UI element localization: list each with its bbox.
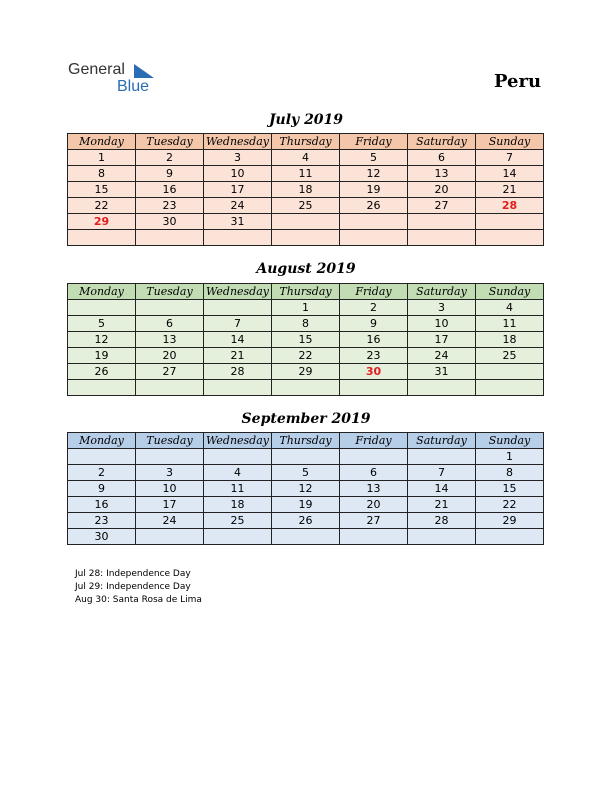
day-cell: 23 xyxy=(68,513,136,529)
week-row xyxy=(68,300,544,316)
day-cell: 13 xyxy=(408,166,476,182)
week-row xyxy=(68,465,544,481)
brand-logo xyxy=(68,61,168,97)
weekday-header: Sunday xyxy=(476,284,544,300)
day-cell: 9 xyxy=(136,166,204,182)
day-cell: 14 xyxy=(476,166,544,182)
day-cell: 10 xyxy=(136,481,204,497)
day-cell: 22 xyxy=(476,497,544,513)
day-cell: 6 xyxy=(340,465,408,481)
day-cell: 7 xyxy=(408,465,476,481)
day-cell: 22 xyxy=(68,198,136,214)
day-cell: 12 xyxy=(340,166,408,182)
weekday-header-row xyxy=(68,134,544,150)
day-cell xyxy=(476,230,544,246)
day-cell: 5 xyxy=(340,150,408,166)
day-cell: 9 xyxy=(68,481,136,497)
day-cell: 20 xyxy=(340,497,408,513)
day-cell: 5 xyxy=(272,465,340,481)
day-cell xyxy=(68,380,136,396)
day-cell: 31 xyxy=(408,364,476,380)
day-cell: 6 xyxy=(136,316,204,332)
day-cell xyxy=(408,529,476,545)
day-cell: 9 xyxy=(340,316,408,332)
weekday-header: Wednesday xyxy=(204,284,272,300)
day-cell xyxy=(68,230,136,246)
month-title-august: August 2019 xyxy=(256,261,356,277)
day-cell: 6 xyxy=(408,150,476,166)
day-cell: 16 xyxy=(68,497,136,513)
day-cell xyxy=(408,380,476,396)
holiday-notes xyxy=(75,568,202,607)
day-cell xyxy=(136,230,204,246)
day-cell: 10 xyxy=(204,166,272,182)
week-row xyxy=(68,348,544,364)
brand-general-text: General xyxy=(68,61,125,78)
weekday-header: Thursday xyxy=(272,284,340,300)
day-cell xyxy=(408,214,476,230)
day-cell xyxy=(476,214,544,230)
day-cell: 17 xyxy=(204,182,272,198)
weekday-header: Saturday xyxy=(408,134,476,150)
calendar-july xyxy=(67,133,544,246)
weekday-header: Tuesday xyxy=(136,284,204,300)
weekday-header: Tuesday xyxy=(136,433,204,449)
brand-blue-text: Blue xyxy=(117,78,150,95)
day-cell: 18 xyxy=(204,497,272,513)
day-cell: 13 xyxy=(340,481,408,497)
day-cell: 24 xyxy=(136,513,204,529)
day-cell: 10 xyxy=(408,316,476,332)
holiday-day-cell: 30 xyxy=(340,364,408,380)
brand-triangle-icon xyxy=(134,64,154,78)
day-cell: 8 xyxy=(272,316,340,332)
week-row xyxy=(68,380,544,396)
day-cell xyxy=(476,529,544,545)
day-cell: 7 xyxy=(476,150,544,166)
day-cell xyxy=(272,214,340,230)
week-row xyxy=(68,364,544,380)
day-cell xyxy=(204,529,272,545)
day-cell xyxy=(136,529,204,545)
week-row xyxy=(68,182,544,198)
day-cell: 13 xyxy=(136,332,204,348)
day-cell: 28 xyxy=(408,513,476,529)
month-title-september: September 2019 xyxy=(241,411,371,427)
day-cell: 26 xyxy=(272,513,340,529)
day-cell xyxy=(136,300,204,316)
day-cell: 19 xyxy=(272,497,340,513)
day-cell: 1 xyxy=(68,150,136,166)
week-row xyxy=(68,449,544,465)
weekday-header: Friday xyxy=(340,433,408,449)
weekday-header: Saturday xyxy=(408,433,476,449)
day-cell: 14 xyxy=(408,481,476,497)
day-cell xyxy=(204,230,272,246)
day-cell: 27 xyxy=(340,513,408,529)
day-cell: 3 xyxy=(204,150,272,166)
day-cell xyxy=(476,364,544,380)
holiday-note: Jul 28: Independence Day xyxy=(75,569,191,579)
weekday-header-row xyxy=(68,284,544,300)
day-cell xyxy=(136,449,204,465)
day-cell: 16 xyxy=(136,182,204,198)
day-cell: 31 xyxy=(204,214,272,230)
day-cell: 1 xyxy=(476,449,544,465)
day-cell: 18 xyxy=(272,182,340,198)
day-cell: 7 xyxy=(204,316,272,332)
day-cell: 14 xyxy=(204,332,272,348)
day-cell xyxy=(136,380,204,396)
day-cell: 21 xyxy=(408,497,476,513)
day-cell: 22 xyxy=(272,348,340,364)
day-cell: 12 xyxy=(68,332,136,348)
day-cell xyxy=(340,449,408,465)
country-title: Peru xyxy=(494,71,542,92)
weekday-header: Sunday xyxy=(476,134,544,150)
day-cell: 18 xyxy=(476,332,544,348)
day-cell: 30 xyxy=(136,214,204,230)
day-cell xyxy=(272,380,340,396)
day-cell: 2 xyxy=(340,300,408,316)
day-cell: 25 xyxy=(204,513,272,529)
weekday-header: Saturday xyxy=(408,284,476,300)
day-cell: 21 xyxy=(204,348,272,364)
day-cell: 20 xyxy=(136,348,204,364)
day-cell xyxy=(272,230,340,246)
weekday-header: Thursday xyxy=(272,134,340,150)
calendar-august xyxy=(67,283,544,396)
day-cell: 26 xyxy=(68,364,136,380)
week-row xyxy=(68,529,544,545)
weekday-header: Wednesday xyxy=(204,134,272,150)
day-cell: 23 xyxy=(340,348,408,364)
weekday-header: Thursday xyxy=(272,433,340,449)
day-cell xyxy=(204,300,272,316)
day-cell xyxy=(272,449,340,465)
day-cell: 21 xyxy=(476,182,544,198)
weekday-header: Friday xyxy=(340,284,408,300)
day-cell: 19 xyxy=(340,182,408,198)
day-cell: 17 xyxy=(408,332,476,348)
day-cell: 30 xyxy=(68,529,136,545)
day-cell: 8 xyxy=(476,465,544,481)
weekday-header: Monday xyxy=(68,284,136,300)
day-cell: 16 xyxy=(340,332,408,348)
day-cell xyxy=(204,380,272,396)
month-title-july: July 2019 xyxy=(268,112,344,128)
day-cell xyxy=(204,449,272,465)
holiday-day-cell: 28 xyxy=(476,198,544,214)
week-row xyxy=(68,230,544,246)
weekday-header: Tuesday xyxy=(136,134,204,150)
day-cell xyxy=(68,449,136,465)
day-cell: 29 xyxy=(476,513,544,529)
day-cell: 25 xyxy=(272,198,340,214)
day-cell xyxy=(272,529,340,545)
week-row xyxy=(68,150,544,166)
day-cell: 3 xyxy=(136,465,204,481)
day-cell: 2 xyxy=(136,150,204,166)
day-cell: 26 xyxy=(340,198,408,214)
day-cell xyxy=(476,380,544,396)
day-cell xyxy=(340,214,408,230)
weekday-header: Sunday xyxy=(476,433,544,449)
day-cell: 1 xyxy=(272,300,340,316)
day-cell: 24 xyxy=(204,198,272,214)
weekday-header: Monday xyxy=(68,134,136,150)
day-cell: 27 xyxy=(408,198,476,214)
day-cell: 11 xyxy=(476,316,544,332)
day-cell: 4 xyxy=(272,150,340,166)
day-cell: 12 xyxy=(272,481,340,497)
day-cell: 27 xyxy=(136,364,204,380)
week-row xyxy=(68,481,544,497)
day-cell xyxy=(408,230,476,246)
holiday-note: Aug 30: Santa Rosa de Lima xyxy=(75,595,202,605)
day-cell: 4 xyxy=(476,300,544,316)
day-cell: 3 xyxy=(408,300,476,316)
day-cell xyxy=(408,449,476,465)
day-cell: 15 xyxy=(272,332,340,348)
day-cell: 2 xyxy=(68,465,136,481)
day-cell xyxy=(340,529,408,545)
day-cell: 19 xyxy=(68,348,136,364)
week-row xyxy=(68,497,544,513)
day-cell: 17 xyxy=(136,497,204,513)
day-cell: 11 xyxy=(204,481,272,497)
day-cell: 24 xyxy=(408,348,476,364)
weekday-header: Wednesday xyxy=(204,433,272,449)
week-row xyxy=(68,513,544,529)
holiday-note: Jul 29: Independence Day xyxy=(75,582,191,592)
day-cell: 28 xyxy=(204,364,272,380)
holiday-day-cell: 29 xyxy=(68,214,136,230)
day-cell: 11 xyxy=(272,166,340,182)
week-row xyxy=(68,332,544,348)
day-cell: 29 xyxy=(272,364,340,380)
day-cell xyxy=(340,230,408,246)
day-cell: 8 xyxy=(68,166,136,182)
calendar-september xyxy=(67,432,544,545)
weekday-header: Monday xyxy=(68,433,136,449)
day-cell: 15 xyxy=(68,182,136,198)
day-cell: 5 xyxy=(68,316,136,332)
day-cell: 15 xyxy=(476,481,544,497)
week-row xyxy=(68,214,544,230)
week-row xyxy=(68,316,544,332)
day-cell xyxy=(68,300,136,316)
weekday-header-row xyxy=(68,433,544,449)
day-cell: 25 xyxy=(476,348,544,364)
day-cell: 23 xyxy=(136,198,204,214)
week-row xyxy=(68,166,544,182)
week-row xyxy=(68,198,544,214)
day-cell xyxy=(340,380,408,396)
day-cell: 20 xyxy=(408,182,476,198)
weekday-header: Friday xyxy=(340,134,408,150)
day-cell: 4 xyxy=(204,465,272,481)
